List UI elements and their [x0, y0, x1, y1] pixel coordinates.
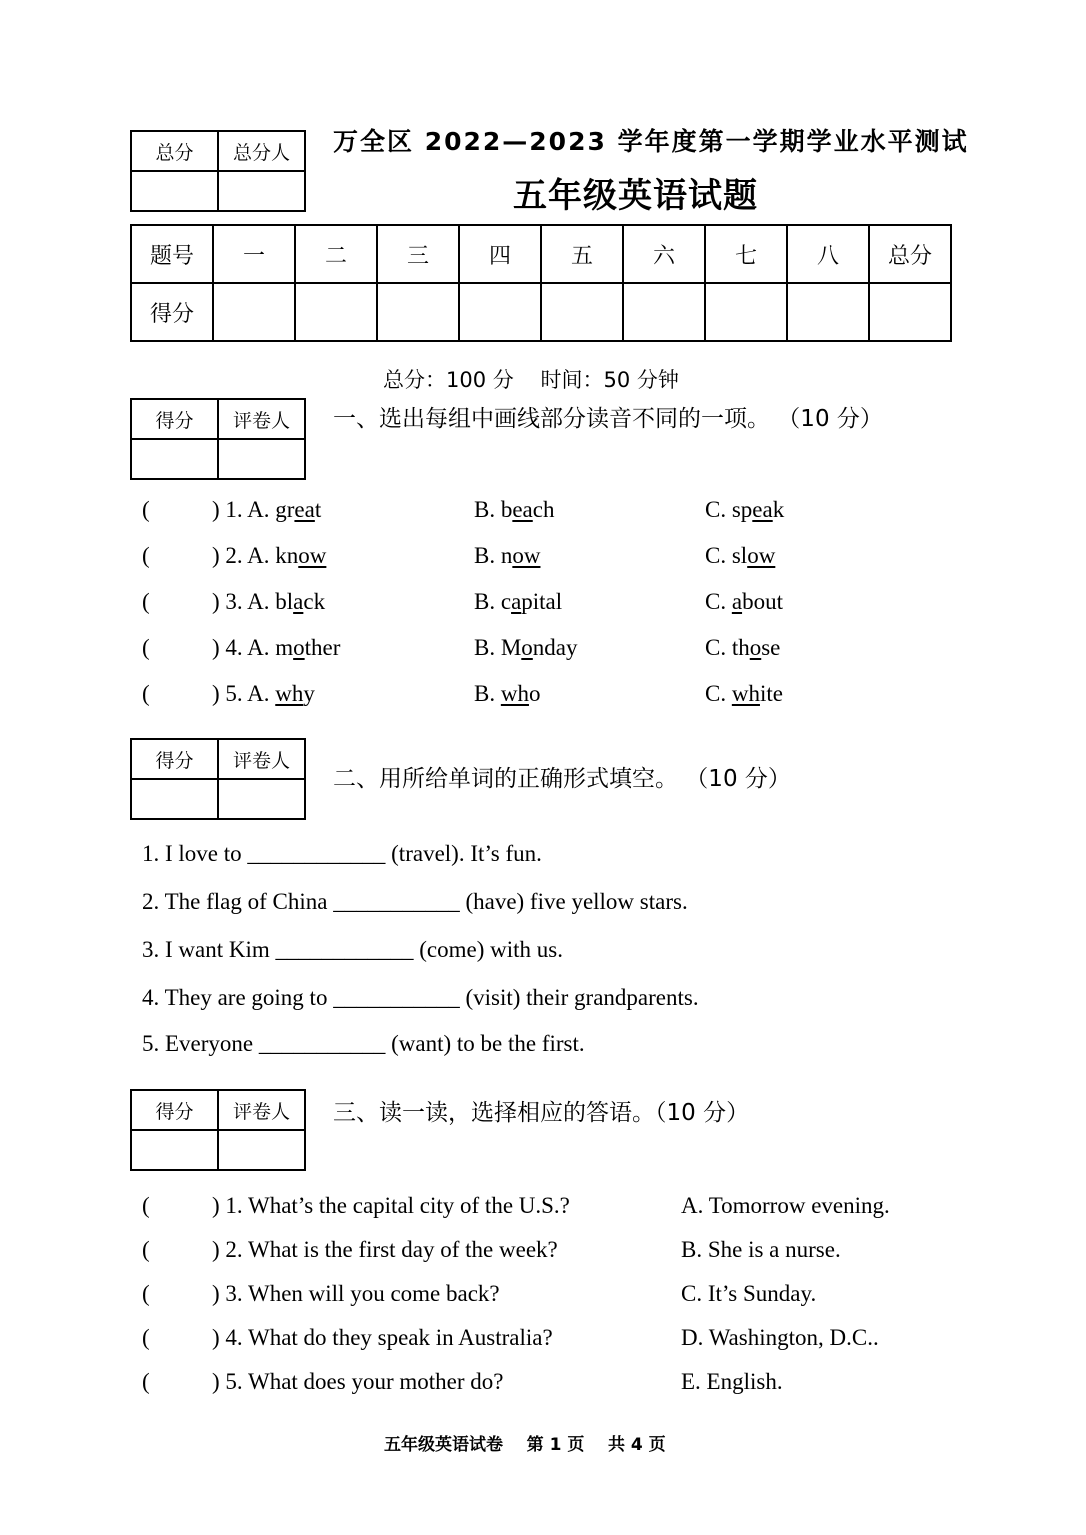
option	[212, 497, 321, 523]
option	[705, 681, 783, 707]
fill-blank-item: 4. They are going to ___________ (visit) their grandparents.	[142, 985, 699, 1010]
word-part: C.	[705, 681, 732, 706]
underlined-letters: wh	[275, 681, 304, 706]
grader-box-2	[130, 738, 306, 820]
total-scorer-cell[interactable]	[218, 171, 305, 211]
word-part: se	[761, 635, 781, 660]
exam-info: 总分：100 分 时间：50 分钟	[383, 368, 679, 392]
question-number: ) 1. A.	[212, 497, 276, 522]
underlined-letters: wh	[500, 681, 529, 706]
answer-paren[interactable]: (	[142, 1281, 150, 1306]
word-part: B. b	[474, 497, 513, 522]
grader-score-cell[interactable]	[131, 439, 218, 479]
word-part: m	[275, 635, 294, 660]
score-table-cell: 题号	[131, 225, 213, 283]
score-table-cell: 七	[705, 225, 787, 283]
score-input-cell[interactable]	[377, 283, 459, 341]
answer-option: C. It’s Sunday.	[681, 1281, 817, 1306]
word-part: kn	[275, 543, 299, 568]
option	[212, 681, 315, 707]
score-table-cell: 八	[787, 225, 869, 283]
score-row-label: 得分	[131, 283, 213, 341]
score-table-cell: 六	[623, 225, 705, 283]
grader-name-cell[interactable]	[218, 1130, 305, 1170]
question-text: ) 5. What does your mother do?	[212, 1369, 504, 1394]
word-part: ite	[759, 681, 783, 706]
score-input-cell[interactable]	[869, 283, 951, 341]
fill-blank-item: 1. I love to ____________ (travel). It’s fun.	[142, 841, 542, 866]
total-scorer-label: 总分人	[218, 131, 305, 171]
option	[705, 543, 775, 569]
score-table-header-row	[131, 225, 951, 283]
total-score-cell[interactable]	[131, 171, 218, 211]
option	[705, 589, 783, 615]
word-part: B. M	[474, 635, 522, 660]
word-part: bout	[742, 589, 783, 614]
question-text: ) 2. What is the first day of the week?	[212, 1237, 558, 1262]
option	[212, 543, 326, 569]
word-part: C.	[705, 589, 732, 614]
answer-option: E. English.	[681, 1369, 783, 1394]
underlined-letters: ea	[752, 497, 773, 522]
grader-score-label: 得分	[131, 1090, 218, 1130]
answer-paren[interactable]: (	[142, 635, 150, 660]
word-part: B.	[474, 681, 501, 706]
score-input-cell[interactable]	[623, 283, 705, 341]
word-part: B. c	[474, 589, 512, 614]
underlined-letters: a	[731, 589, 743, 614]
word-part: y	[303, 681, 315, 706]
score-table	[130, 224, 952, 342]
option	[474, 681, 540, 707]
word-part: bl	[275, 589, 294, 614]
word-part: pital	[521, 589, 563, 614]
score-input-cell[interactable]	[541, 283, 623, 341]
page-footer: 五年级英语试卷 第 1 页 共 4 页	[384, 1435, 666, 1455]
grader-box-3	[130, 1089, 306, 1171]
word-part: ther	[304, 635, 341, 660]
grader-name-label: 评卷人	[218, 1090, 305, 1130]
option	[705, 635, 780, 661]
underlined-letters: ow	[747, 543, 776, 568]
score-table-cell: 五	[541, 225, 623, 283]
underlined-letters: ow	[512, 543, 541, 568]
underlined-letters: a	[511, 589, 522, 614]
score-table-cell: 三	[377, 225, 459, 283]
question-number: ) 2. A.	[212, 543, 276, 568]
question-number: ) 4. A.	[212, 635, 276, 660]
grader-name-cell[interactable]	[218, 779, 305, 819]
answer-paren[interactable]: (	[142, 1237, 150, 1262]
section3-title: 三、读一读，选择相应的答语。（10 分）	[333, 1100, 750, 1126]
word-part: C. sl	[705, 543, 748, 568]
answer-option: D. Washington, D.C..	[681, 1325, 879, 1350]
underlined-letters: ow	[298, 543, 327, 568]
question-number: ) 5. A.	[212, 681, 276, 706]
word-part: o	[528, 681, 541, 706]
answer-option: B. She is a nurse.	[681, 1237, 841, 1262]
grader-box-1	[130, 398, 306, 480]
option	[474, 589, 562, 615]
word-part: gr	[275, 497, 295, 522]
fill-blank-item: 5. Everyone ___________ (want) to be the first.	[142, 1031, 585, 1056]
grader-score-label: 得分	[131, 739, 218, 779]
grader-score-cell[interactable]	[131, 1130, 218, 1170]
answer-paren[interactable]: (	[142, 681, 150, 706]
word-part: ck	[303, 589, 326, 614]
answer-option: A. Tomorrow evening.	[681, 1193, 890, 1218]
question-text: ) 1. What’s the capital city of the U.S.?	[212, 1193, 570, 1218]
word-part: C. th	[705, 635, 750, 660]
underlined-letters: a	[293, 589, 304, 614]
question-text: ) 4. What do they speak in Australia?	[212, 1325, 553, 1350]
option	[705, 497, 784, 523]
score-table-cell: 二	[295, 225, 377, 283]
answer-paren[interactable]: (	[142, 1325, 150, 1350]
score-input-cell[interactable]	[787, 283, 869, 341]
total-score-box	[130, 130, 306, 212]
score-table-cell: 总分	[869, 225, 951, 283]
fill-blank-item: 3. I want Kim ____________ (come) with us.	[142, 937, 563, 962]
score-table-cell: 四	[459, 225, 541, 283]
section1-title: 一、选出每组中画线部分读音不同的一项。 （10 分）	[333, 406, 883, 432]
underlined-letters: ea	[294, 497, 315, 522]
score-input-cell[interactable]	[295, 283, 377, 341]
grader-score-label: 得分	[131, 399, 218, 439]
word-part: ch	[532, 497, 555, 522]
word-part: t	[314, 497, 322, 522]
answer-paren[interactable]: (	[142, 589, 150, 614]
answer-paren[interactable]: (	[142, 543, 150, 568]
answer-paren[interactable]: (	[142, 497, 150, 522]
option	[474, 497, 554, 523]
score-table-score-row	[131, 283, 951, 341]
option	[474, 635, 578, 661]
answer-paren[interactable]: (	[142, 1193, 150, 1218]
underlined-letters: o	[749, 635, 762, 660]
underlined-letters: ea	[512, 497, 533, 522]
score-input-cell[interactable]	[213, 283, 295, 341]
word-part: nday	[532, 635, 578, 660]
score-input-cell[interactable]	[459, 283, 541, 341]
exam-title-line2: 五年级英语试题	[513, 176, 758, 216]
word-part: B. n	[474, 543, 513, 568]
underlined-letters: o	[293, 635, 305, 660]
score-input-cell[interactable]	[705, 283, 787, 341]
answer-paren[interactable]: (	[142, 1369, 150, 1394]
question-number: ) 3. A.	[212, 589, 276, 614]
grader-score-cell[interactable]	[131, 779, 218, 819]
grader-name-label: 评卷人	[218, 399, 305, 439]
fill-blank-item: 2. The flag of China ___________ (have) five yellow stars.	[142, 889, 688, 914]
question-text: ) 3. When will you come back?	[212, 1281, 500, 1306]
option	[212, 589, 325, 615]
option	[474, 543, 540, 569]
word-part: C. sp	[705, 497, 753, 522]
grader-name-cell[interactable]	[218, 439, 305, 479]
total-score-label: 总分	[131, 131, 218, 171]
section2-title: 二、用所给单词的正确形式填空。 （10 分）	[333, 766, 791, 792]
underlined-letters: wh	[731, 681, 760, 706]
underlined-letters: o	[521, 635, 533, 660]
exam-title-line1: 万全区 2022—2023 学年度第一学期学业水平测试	[333, 127, 969, 156]
grader-name-label: 评卷人	[218, 739, 305, 779]
word-part: k	[772, 497, 785, 522]
score-table-cell: 一	[213, 225, 295, 283]
option	[212, 635, 340, 661]
